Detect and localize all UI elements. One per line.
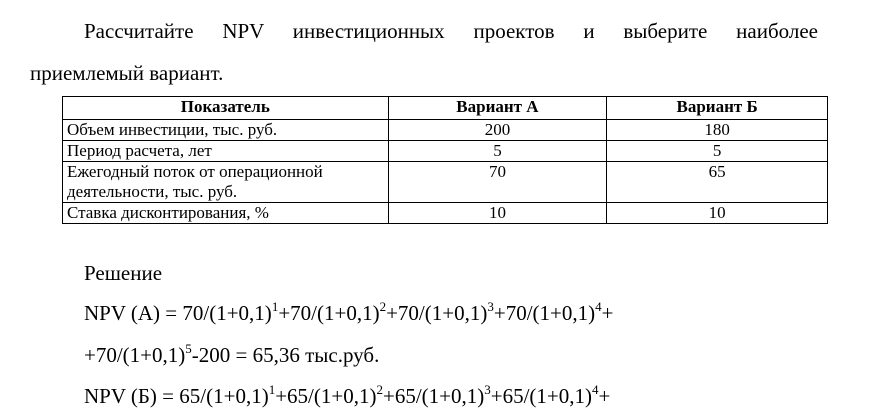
npv-a-term-base: 70/(1+0,1) <box>182 301 272 325</box>
npv-a-term-separator: + <box>601 301 614 325</box>
npv-a-term-exponent: 4 <box>595 299 602 314</box>
row-value-b: 10 <box>607 203 828 224</box>
npv-a-line-2 <box>84 340 379 370</box>
row-label-discount-rate: Ставка дисконтирования, % <box>63 203 389 224</box>
npv-b-term-exponent: 1 <box>268 382 276 397</box>
row-label-cashflow-line-1: Ежегодный поток от операционной <box>67 162 323 181</box>
npv-b-term-separator: + <box>490 384 503 408</box>
task-text-line-2: приемлемый вариант. <box>30 61 224 85</box>
table-row <box>63 120 828 141</box>
row-value-a: 200 <box>388 120 607 141</box>
header-variant-b: Вариант Б <box>607 97 828 120</box>
npv-a-term-base: 70/(1+0,1) <box>505 301 596 325</box>
npv-b-line-1 <box>84 381 610 411</box>
npv-b-term-base: 65/(1+0,1) <box>394 384 485 408</box>
npv-b-term-separator: + <box>598 384 611 408</box>
table-row <box>63 203 828 224</box>
row-value-a: 5 <box>388 141 607 162</box>
npv-b-term-exponent: 2 <box>376 382 383 397</box>
npv-b-term-base: 65/(1+0,1) <box>502 384 592 408</box>
npv-a-last-term-exponent: 5 <box>185 341 192 356</box>
npv-b-term-exponent: 3 <box>484 382 491 397</box>
header-variant-a: Вариант А <box>388 97 607 120</box>
row-value-b: 5 <box>607 141 828 162</box>
npv-b-term-base: 65/(1+0,1) <box>287 384 377 408</box>
table-header-row <box>63 97 828 120</box>
row-value-a: 10 <box>388 203 607 224</box>
row-label-cashflow <box>63 162 389 203</box>
npv-a-term-separator: + <box>493 301 506 325</box>
table-row <box>63 141 828 162</box>
npv-a-last-term-base: +70/(1+0,1) <box>84 343 186 367</box>
row-value-a: 70 <box>388 162 607 203</box>
row-value-b: 65 <box>607 162 828 203</box>
npv-b-prefix: NPV (Б) = <box>84 384 180 408</box>
npv-a-term-base: 70/(1+0,1) <box>290 301 380 325</box>
npv-b-term-separator: + <box>382 384 395 408</box>
investment-table <box>62 96 828 224</box>
npv-a-result: -200 = 65,36 тыс.руб. <box>191 343 380 367</box>
npv-a-term-exponent: 1 <box>271 299 279 314</box>
npv-a-line-1 <box>84 298 613 328</box>
row-label-investment: Объем инвестиции, тыс. руб. <box>63 120 389 141</box>
row-value-b: 180 <box>607 120 828 141</box>
npv-b-term-base: 65/(1+0,1) <box>179 384 269 408</box>
npv-a-term-base: 70/(1+0,1) <box>397 301 488 325</box>
task-text-line-1: Рассчитайте NPV инвестиционных проектов и выберите наиболее <box>84 19 818 43</box>
table-row <box>63 162 828 203</box>
npv-b-term-separator: + <box>275 384 288 408</box>
npv-a-term-separator: + <box>386 301 398 325</box>
header-indicator: Показатель <box>63 97 389 120</box>
npv-b-term-exponent: 4 <box>592 382 599 397</box>
row-label-cashflow-line-2: деятельности, тыс. руб. <box>67 182 238 201</box>
npv-a-term-exponent: 2 <box>379 299 387 314</box>
npv-a-term-exponent: 3 <box>487 299 494 314</box>
npv-a-prefix: NPV (А) = <box>84 301 183 325</box>
solution-heading: Решение <box>84 261 163 285</box>
row-label-period: Период расчета, лет <box>63 141 389 162</box>
npv-a-term-separator: + <box>278 301 291 325</box>
